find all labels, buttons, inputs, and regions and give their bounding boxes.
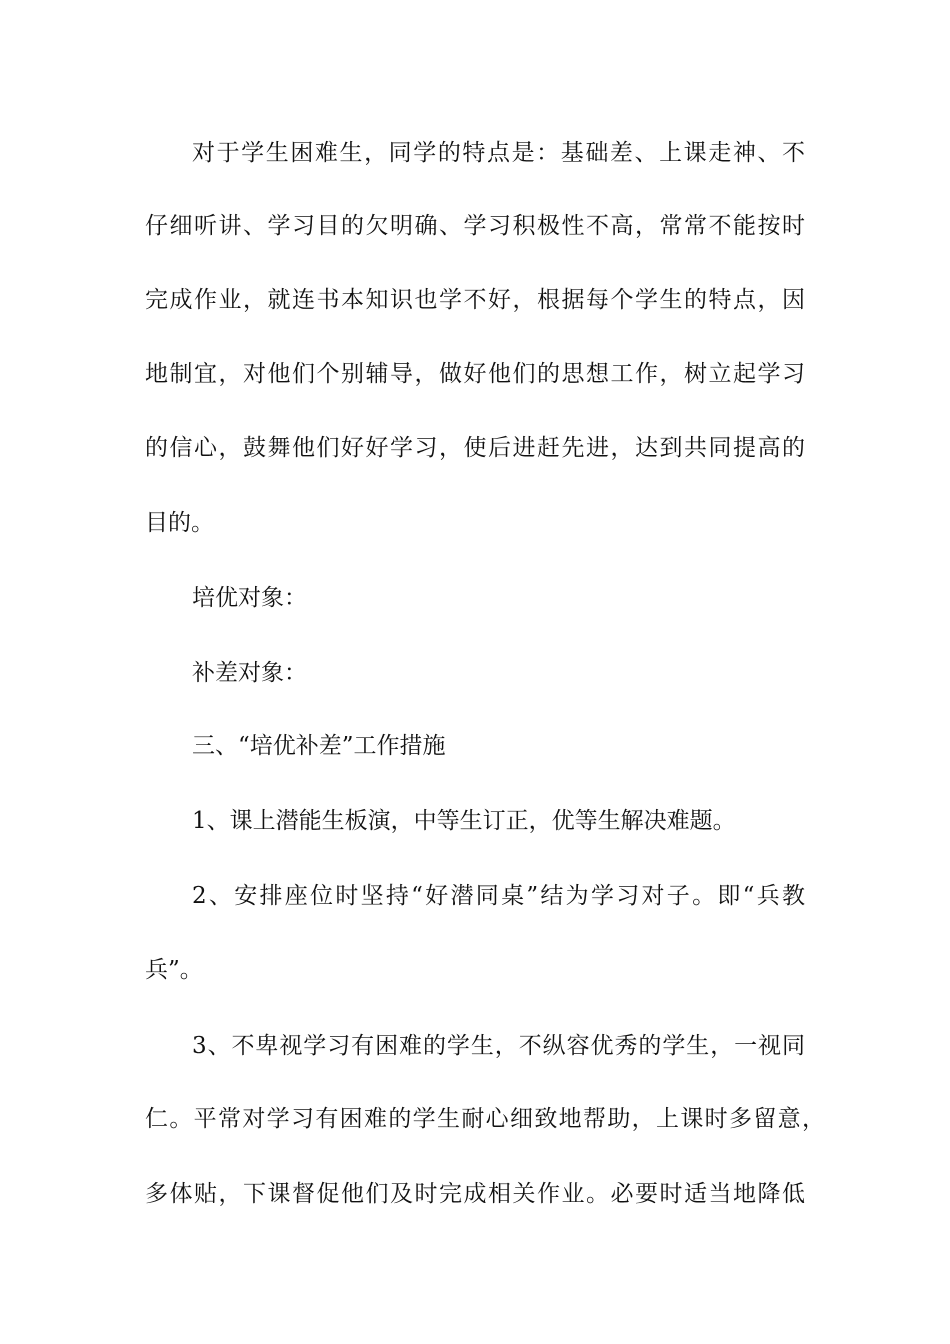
paragraph-line: 仁。平常对学习有困难的学生耐心细致地帮助，上课时多留意，	[145, 1106, 825, 1132]
paragraph-line: 对于学生困难生，同学的特点是：基础差、上课走神、不	[192, 140, 805, 166]
paragraph-line: 仔细听讲、学习目的欠明确、学习积极性不高，常常不能按时	[145, 213, 805, 239]
paragraph-line: 的信心，鼓舞他们好好学习，使后进赶先进，达到共同提高的	[145, 435, 805, 461]
paragraph-line: 3、不卑视学习有困难的学生，不纵容优秀的学生，一视同	[192, 1033, 805, 1059]
paragraph-line: 培优对象：	[192, 585, 307, 611]
paragraph-line: 多体贴，下课督促他们及时完成相关作业。必要时适当地降低	[145, 1181, 805, 1207]
paragraph-line: 1、课上潜能生板演，中等生订正，优等生解决难题。	[192, 808, 736, 834]
paragraph-line: 补差对象：	[192, 660, 307, 686]
paragraph-line: 地制宜，对他们个别辅导，做好他们的思想工作，树立起学习	[145, 361, 805, 387]
paragraph-line: 兵”。	[145, 957, 203, 983]
paragraph-line: 完成作业，就连书本知识也学不好，根据每个学生的特点，因	[145, 287, 805, 313]
paragraph-line: 目的。	[145, 510, 214, 536]
section-heading: 三、“培优补差”工作措施	[192, 733, 446, 759]
paragraph-line: 2、安排座位时坚持“好潜同桌”结为学习对子。即“兵教	[192, 883, 805, 909]
